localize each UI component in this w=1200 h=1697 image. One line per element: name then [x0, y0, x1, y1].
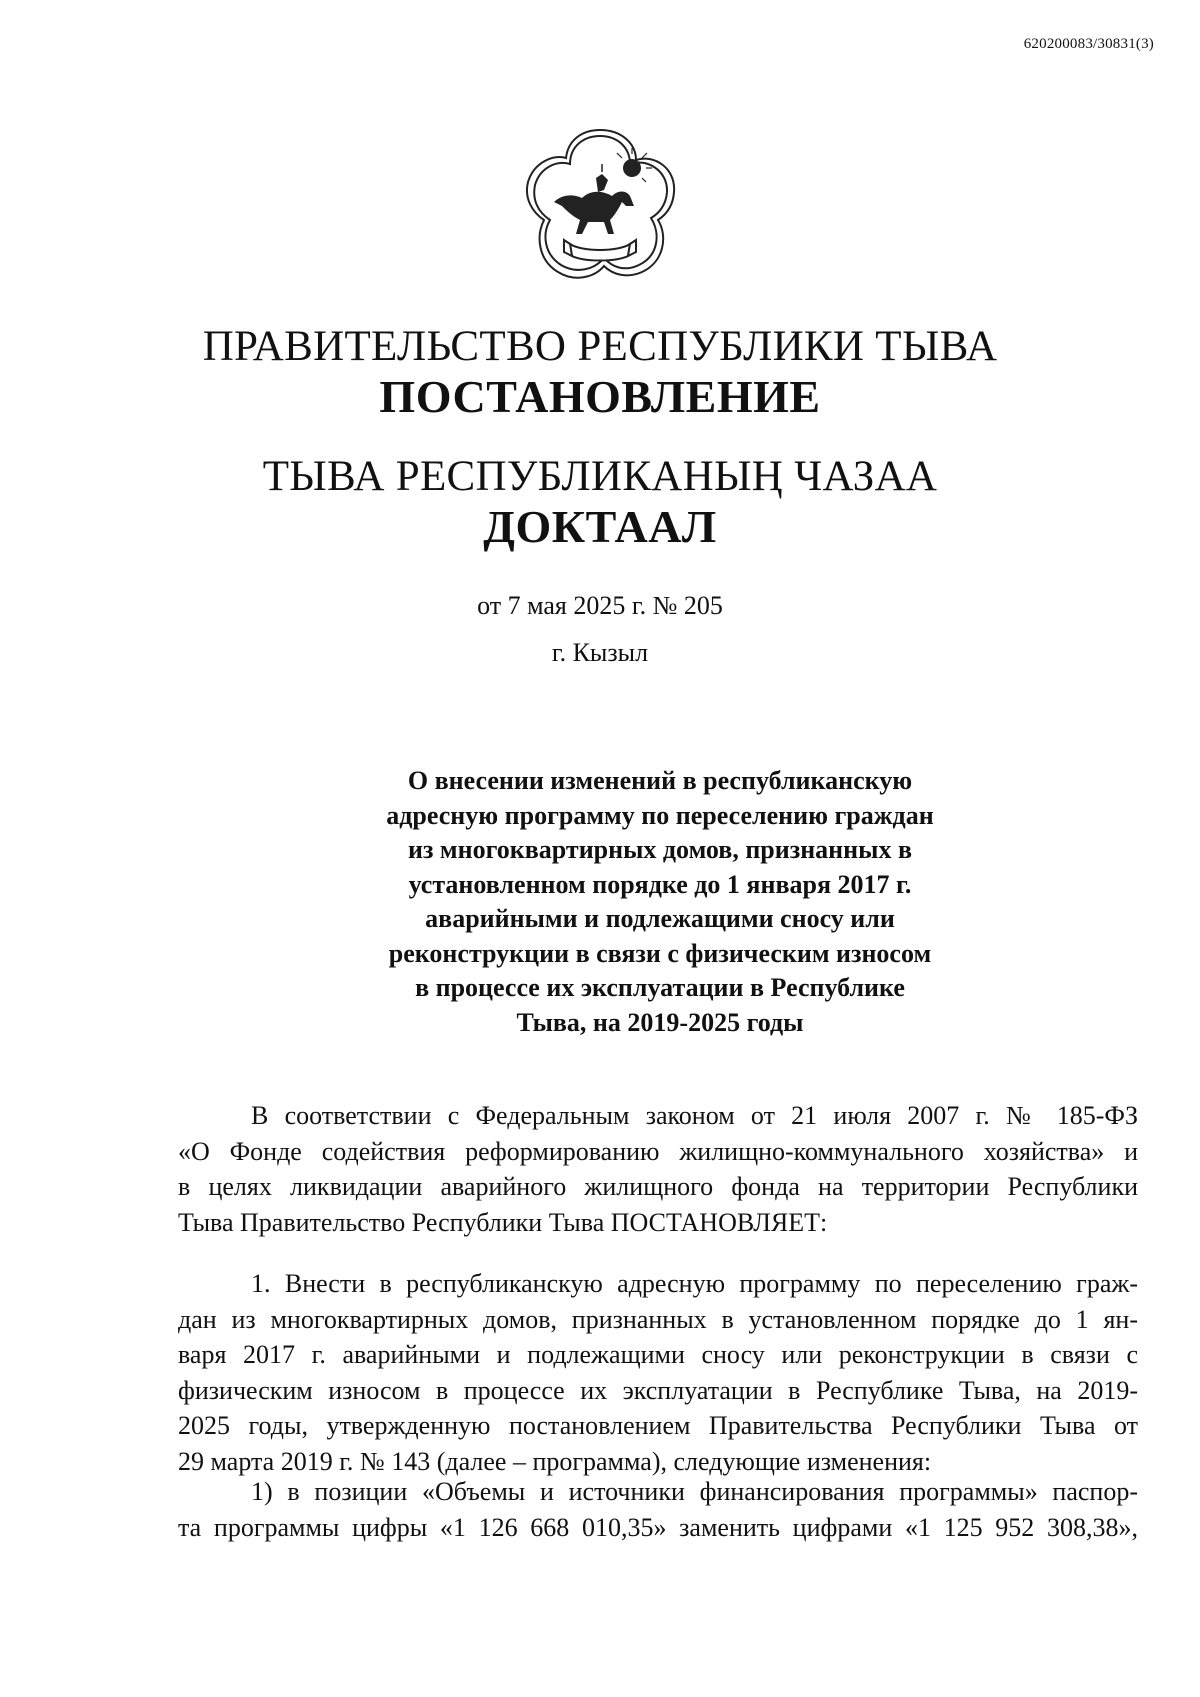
decree-title-tyv: ДОКТААЛ [483, 501, 717, 552]
paragraph-line: Тыва Правительство Республики Тыва ПОСТАНОВЛЯЕТ: [178, 1207, 828, 1237]
paragraph-line: 1. Внести в республиканскую адресную программу по переселению граж- [251, 1269, 1138, 1298]
paragraph-line: 1) в позиции «Объемы и источники финансирования программы» паспор- [251, 1477, 1138, 1506]
paragraph-preamble [178, 1098, 1138, 1240]
paragraph-line: «О Фонде содействия реформированию жилищно-коммунального хозяйства» и [178, 1136, 1138, 1166]
title-line: в процессе их эксплуатации в Республике [415, 973, 905, 1002]
government-name-ru: ПРАВИТЕЛЬСТВО РЕСПУБЛИКИ ТЫВА [202, 323, 998, 370]
decree-city: г. Кызыл [551, 638, 649, 667]
paragraph-line: в целях ликвидации аварийного жилищного фонда на территории Республики [178, 1172, 1138, 1201]
tuva-coat-of-arms-icon [518, 124, 682, 288]
decree-subject-title [360, 764, 960, 1040]
paragraph-item-1 [178, 1266, 1138, 1479]
paragraph-line: варя 2017 г. аварийными и подлежащими сносу или реконструкции в связи с [178, 1340, 1138, 1369]
paragraph-line: та программы цифры «1 126 668 010,35» заменить цифрами «1 125 952 308,38», [178, 1512, 1138, 1542]
paragraph-line: В соответствии с Федеральным законом от 21 июля 2007 г. № 185-ФЗ [251, 1101, 1138, 1130]
decree-title-ru: ПОСТАНОВЛЕНИЕ [379, 371, 821, 422]
document-id: 620200083/30831(3) [1023, 36, 1154, 52]
paragraph-subitem-1 [178, 1474, 1138, 1545]
paragraph-line: 29 марта 2019 г. № 143 (далее – программа), следующие изменения: [178, 1446, 932, 1476]
decree-date-number: от 7 мая 2025 г. № 205 [477, 591, 723, 620]
paragraph-line: дан из многоквартирных домов, признанных в установленном порядке до 1 ян- [178, 1304, 1138, 1334]
title-line: Тыва, на 2019-2025 годы [516, 1007, 804, 1037]
paragraph-line: 2025 годы, утвержденную постановлением Правительства Республики Тыва от [178, 1411, 1138, 1440]
government-name-tyv: ТЫВА РЕСПУБЛИКАНЫҢ ЧАЗАА [262, 453, 938, 500]
title-line: установленном порядке до 1 января 2017 г. [408, 869, 912, 899]
paragraph-line: физическим износом в процессе их эксплуатации в Республике Тыва, на 2019- [178, 1375, 1138, 1405]
title-line: О внесении изменений в республиканскую [407, 766, 913, 795]
title-line: из многоквартирных домов, признанных в [408, 835, 912, 864]
title-line: аварийными и подлежащими сносу или [425, 904, 895, 933]
title-line: реконструкции в связи с физическим износом [388, 938, 932, 968]
title-line: адресную программу по переселению граждан [386, 800, 934, 830]
